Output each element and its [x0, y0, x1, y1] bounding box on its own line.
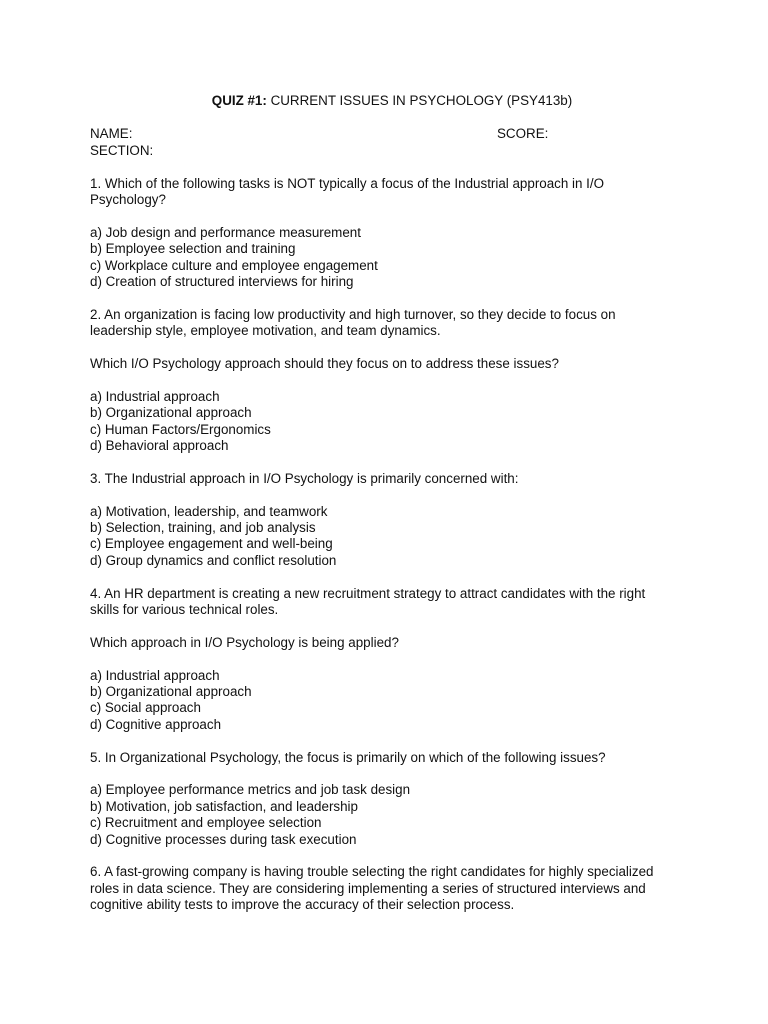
section-label: SECTION: [90, 142, 154, 158]
option-c: c) Human Factors/Ergonomics [90, 421, 271, 437]
option-a: a) Industrial approach [90, 667, 220, 683]
question-2 [90, 307, 680, 455]
name-label: NAME: [90, 126, 133, 142]
question-stem: 6. A fast-growing company is having trouble selecting the right candidates for highly specialized roles in data science. They are considering implementing a series of structured interviews and cognitive ability tests to improve the accuracy of their selection process. [90, 864, 654, 913]
option-c: c) Social approach [90, 700, 201, 716]
question-followup: Which approach in I/O Psychology is being applied? [90, 634, 399, 650]
score-label: SCORE: [497, 126, 549, 142]
question-stem: 5. In Organizational Psychology, the focus is primarily on which of the following issues? [90, 749, 606, 765]
option-b: b) Employee selection and training [90, 241, 296, 257]
question-stem: 2. An organization is facing low productivity and high turnover, so they decide to focus on leadership style, employee motivation, and team dynamics. [90, 306, 616, 339]
option-d: d) Behavioral approach [90, 438, 229, 454]
option-c: c) Employee engagement and well-being [90, 536, 333, 552]
option-b: b) Organizational approach [90, 684, 252, 700]
option-d: d) Cognitive processes during task execution [90, 831, 357, 847]
question-3 [90, 471, 680, 569]
question-stem: 4. An HR department is creating a new recruitment strategy to attract candidates with the right skills for various technical roles. [90, 585, 646, 618]
option-a: a) Employee performance metrics and job task design [90, 782, 411, 798]
question-stem: 1. Which of the following tasks is NOT typically a focus of the Industrial approach in I/O Psychology? [90, 175, 605, 207]
option-d: d) Creation of structured interviews for hiring [90, 274, 354, 290]
quiz-title-number: QUIZ #1: [211, 93, 267, 108]
option-b: b) Motivation, job satisfaction, and leadership [90, 798, 358, 814]
question-4 [90, 586, 680, 734]
quiz-title [90, 93, 680, 109]
name-score-row [90, 126, 680, 142]
question-followup: Which I/O Psychology approach should they focus on to address these issues? [90, 356, 559, 372]
option-d: d) Group dynamics and conflict resolution [90, 552, 337, 568]
option-a: a) Motivation, leadership, and teamwork [90, 503, 328, 519]
option-b: b) Organizational approach [90, 405, 252, 421]
question-5 [90, 750, 680, 848]
option-a: a) Job design and performance measurement [90, 224, 361, 240]
option-d: d) Cognitive approach [90, 716, 222, 732]
quiz-document [90, 93, 680, 914]
option-a: a) Industrial approach [90, 388, 220, 404]
option-c: c) Recruitment and employee selection [90, 815, 322, 831]
quiz-title-course: CURRENT ISSUES IN PSYCHOLOGY (PSY413b) [266, 93, 573, 108]
option-c: c) Workplace culture and employee engagement [90, 257, 378, 273]
question-1 [90, 176, 680, 291]
option-b: b) Selection, training, and job analysis [90, 520, 316, 536]
question-6 [90, 864, 680, 913]
question-stem: 3. The Industrial approach in I/O Psychology is primarily concerned with: [90, 470, 519, 486]
